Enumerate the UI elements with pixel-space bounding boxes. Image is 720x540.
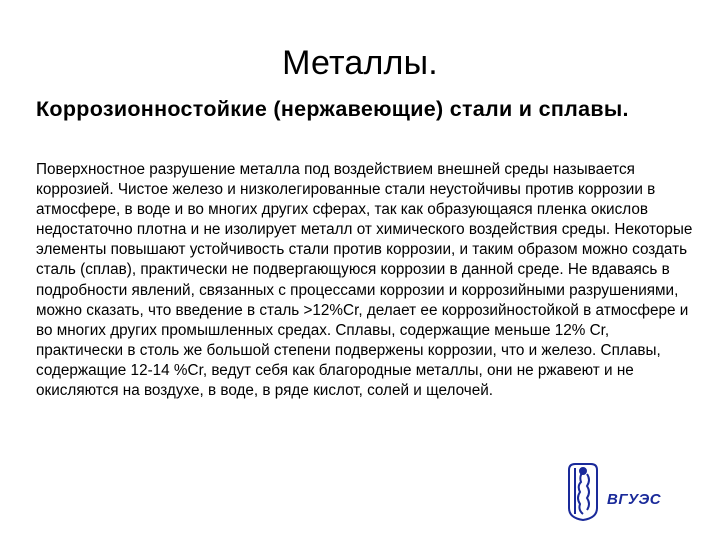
slide-title: Металлы. bbox=[282, 44, 438, 82]
section-heading: Коррозионностойкие (нержавеющие) стали и сплавы. bbox=[36, 97, 629, 121]
university-logo bbox=[563, 462, 683, 522]
body-paragraph: Поверхностное разрушение металла под воздействием внешней среды называется коррозией. Чистое железо и низколегированные стали неустойчивы против коррозии в атмосфере, в воде и во многих других сферах, так как образующаяся пленка окислов недостаточно плотна и не изолирует металл от химического воздействия среды. Некоторые элементы повышают устойчивость стали против коррозии, и таким образом можно создать сталь (сплав), практически не подвергающуюся коррозии в данной среде. Не вдаваясь в подробности явлений, связанных с процессами коррозии и коррозийными разрушениями, можно сказать, что введение в сталь >12%Cr, делает ее коррозийностойкой в атмосфере и во многих других промышленных средах. Сплавы, содержащие меньше 12% Cr, практически в столь же большой степени подвержены коррозии, что и железо. Сплавы, содержащие 12-14 %Cr, ведут себя как благородные металлы, они не ржавеют и не окисляются на воздухе, в воде, в ряде кислот, солей и щелочей. bbox=[36, 161, 693, 400]
logo-text: ВГУЭС bbox=[607, 491, 662, 508]
university-emblem-icon bbox=[563, 462, 603, 522]
